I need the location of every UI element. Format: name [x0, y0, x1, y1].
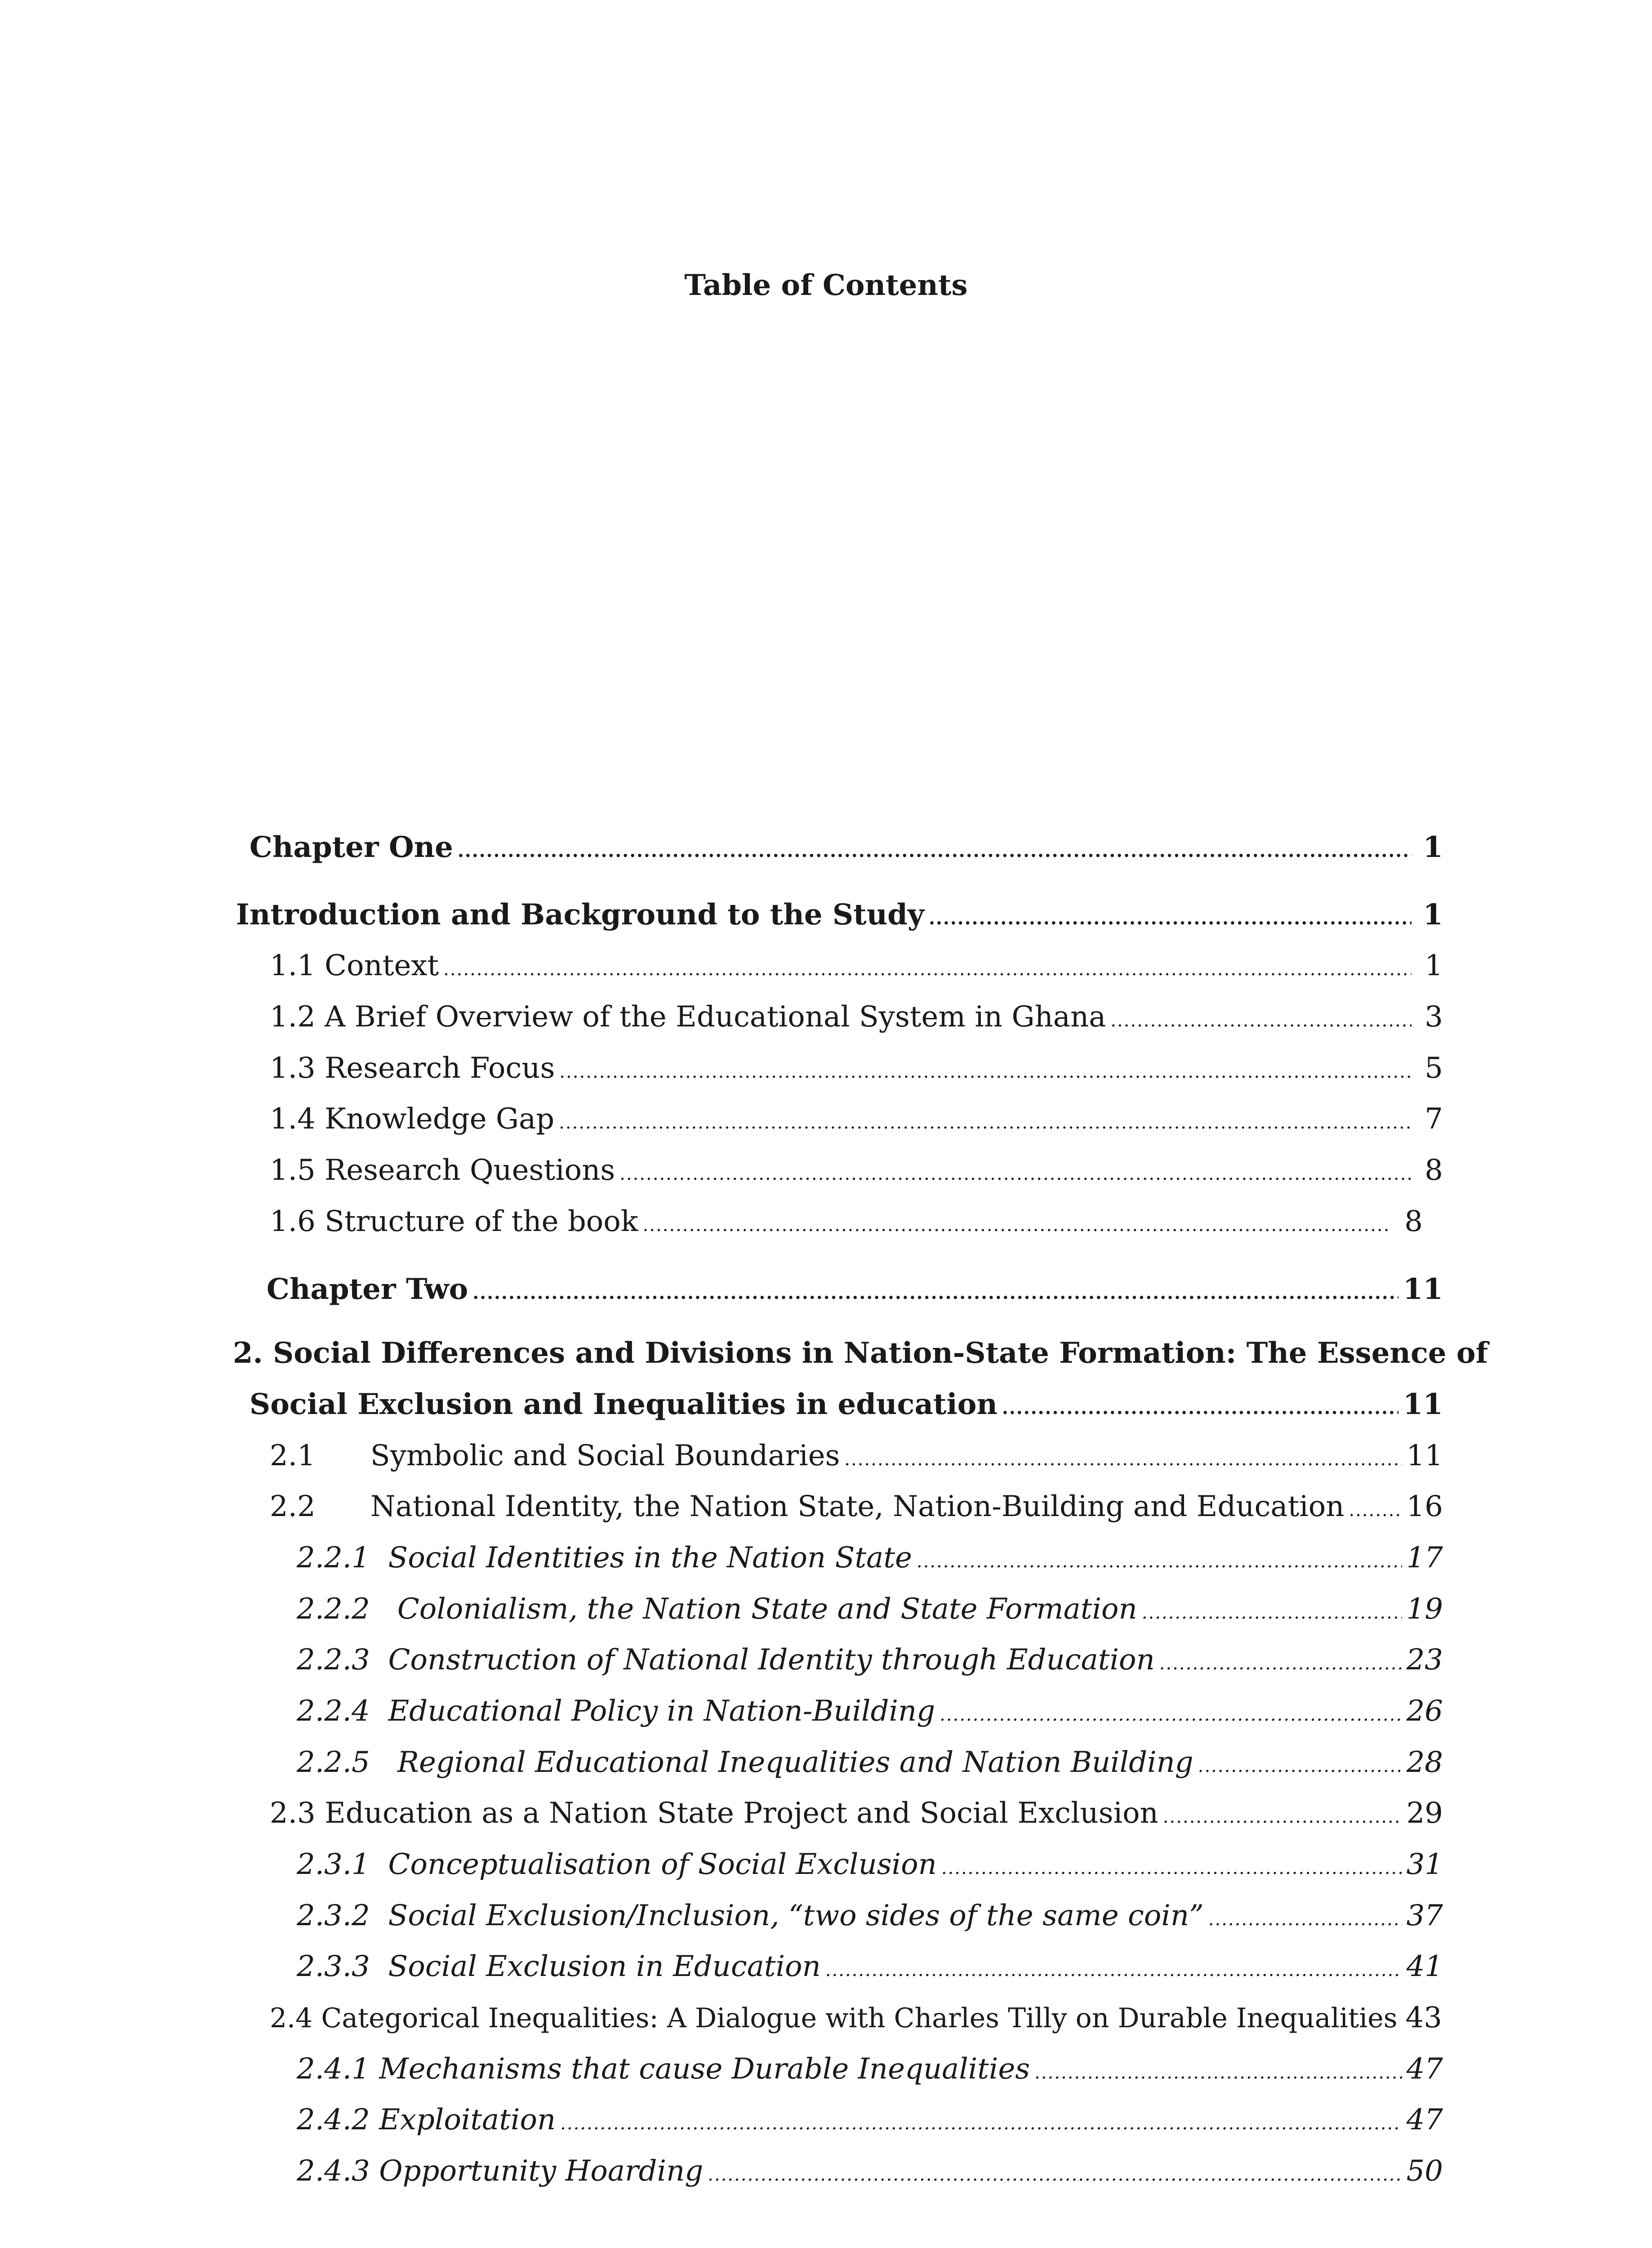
leader-dots: [1163, 1794, 1402, 1839]
leader-dots: [1110, 998, 1412, 1043]
leader-dots: [708, 2152, 1402, 2197]
toc-entry-page: 8: [1404, 1205, 1423, 1238]
leader-dots: [619, 1151, 1412, 1196]
leader-dots: [1159, 1641, 1402, 1686]
toc-entry-page: 19: [1406, 1592, 1443, 1626]
leader-dots: [1208, 1897, 1402, 1942]
toc-entry-chapter-2-heading-line1: 2. Social Differences and Divisions in Nation-State Formation: The Essence of: [233, 1336, 1488, 1370]
toc-entry-title: 2.2.5 Regional Educational Inequalities and Nation Building: [297, 1746, 1193, 1779]
leader-dots: [844, 1437, 1402, 1482]
leader-dots: [1349, 1488, 1402, 1533]
toc-entry-title: 1.5 Research Questions: [270, 1154, 615, 1187]
leader-dots: [559, 1049, 1412, 1094]
toc-entry-2-2: [270, 1484, 1443, 1529]
toc-entry-2-3-1: [297, 1842, 1443, 1887]
toc-entry-page: 1: [1423, 830, 1443, 864]
toc-entry-chapter-two: [267, 1267, 1443, 1312]
toc-entry-2-3-3: [297, 1944, 1443, 1989]
toc-entry-title: 1.1 Context: [270, 949, 439, 982]
leader-dots: [1198, 1744, 1402, 1789]
toc-entry-title: 1.3 Research Focus: [270, 1052, 555, 1085]
toc-entry-2-2-1: [297, 1535, 1443, 1580]
toc-entry-2-3-2: [297, 1893, 1443, 1938]
toc-entry-page: 11: [1403, 1272, 1443, 1306]
toc-entry-title: 2.3.2 Social Exclusion/Inclusion, “two sides of the same coin”: [297, 1899, 1204, 1932]
toc-entry-title: 1.6 Structure of the book: [270, 1205, 638, 1238]
toc-entry-title: Introduction and Background to the Study: [236, 898, 925, 932]
leader-dots: [458, 829, 1412, 874]
leader-dots: [443, 947, 1412, 992]
leader-dots: [643, 1203, 1391, 1248]
toc-entry-title: 2.4 Categorical Inequalities: A Dialogue with Charles Tilly on Durable Inequalities: [270, 2003, 1398, 2034]
toc-entry-2-4-1: [297, 2047, 1443, 2092]
toc-entry-2-3: [270, 1791, 1443, 1836]
toc-entry-page: 47: [1406, 2052, 1443, 2086]
toc-entry-chapter-2-heading-line2: [249, 1382, 1443, 1427]
toc-entry-page: 47: [1406, 2103, 1443, 2136]
toc-entry-title: 2.4.3 Opportunity Hoarding: [297, 2154, 704, 2188]
toc-entry-title: 1.2 A Brief Overview of the Educational System in Ghana: [270, 1000, 1106, 1034]
toc-entry-title: 1.4 Knowledge Gap: [270, 1102, 555, 1136]
toc-entry-title: 2.4.1 Mechanisms that cause Durable Inequalities: [297, 2052, 1030, 2086]
toc-entry-title: 2.2.2 Colonialism, the Nation State and State Formation: [297, 1592, 1137, 1626]
toc-entry-page: 1: [1425, 949, 1443, 982]
toc-entry-title: 2.4.2 Exploitation: [297, 2103, 556, 2136]
toc-entry-title: 2.2.3 Construction of National Identity through Education: [297, 1643, 1155, 1677]
toc-entry-title: 2.3 Education as a Nation State Project and Social Exclusion: [270, 1797, 1158, 1830]
toc-entry-page: 28: [1406, 1746, 1443, 1779]
toc-entry-2-2-2: [297, 1587, 1443, 1632]
toc-entry-2-2-4: [297, 1689, 1443, 1734]
toc-entry-title: 2.3.3 Social Exclusion in Education: [297, 1950, 821, 1983]
toc-entry-page: 3: [1425, 1000, 1443, 1034]
leader-dots: [1142, 1590, 1402, 1635]
toc-entry-page: 26: [1406, 1695, 1443, 1728]
leader-dots: [560, 2101, 1402, 2146]
toc-entry-page: 43: [1405, 2001, 1442, 2034]
toc-entry-2-1: [270, 1433, 1443, 1478]
page-title: Table of Contents: [684, 268, 968, 302]
toc-entry-title: 2.1 Symbolic and Social Boundaries: [270, 1439, 840, 1472]
toc-entry-2-2-5: [297, 1740, 1443, 1785]
toc-entry-page: 16: [1406, 1490, 1443, 1523]
toc-entry-1-1: [270, 943, 1443, 988]
toc-entry-page: 29: [1406, 1797, 1443, 1830]
toc-entry-page: 7: [1425, 1102, 1443, 1136]
toc-entry-1-3: [270, 1046, 1443, 1091]
leader-dots: [940, 1692, 1402, 1737]
toc-entry-title: 2.2 National Identity, the Nation State, Nation-Building and Education: [270, 1490, 1345, 1523]
toc-entry-page: 8: [1425, 1154, 1443, 1187]
leader-dots: [917, 1539, 1402, 1584]
toc-entry-title: Social Exclusion and Inequalities in education: [249, 1387, 997, 1421]
leader-dots: [825, 1948, 1402, 1993]
toc-entry-title: Chapter Two: [267, 1272, 468, 1306]
toc-entry-title: Chapter One: [249, 830, 453, 864]
toc-entry-2-4-3: [297, 2149, 1443, 2194]
leader-dots: [929, 896, 1412, 941]
toc-entry-1-5: [270, 1148, 1443, 1193]
leader-dots: [941, 1846, 1402, 1891]
toc-entry-page: 50: [1406, 2154, 1443, 2188]
toc-entry-page: 11: [1403, 1387, 1443, 1421]
leader-dots: [559, 1100, 1412, 1145]
toc-entry-page: 37: [1406, 1899, 1443, 1932]
toc-entry-chapter-one: [249, 825, 1443, 870]
leader-dots: [1002, 1386, 1398, 1431]
toc-entry-page: 11: [1406, 1439, 1443, 1472]
toc-entry-page: 23: [1406, 1643, 1443, 1677]
toc-entry-2-4: [270, 1995, 1443, 2040]
toc-entry-1-2: [270, 995, 1443, 1039]
toc-entry-2-2-3: [297, 1637, 1443, 1682]
toc-entry-title: 2.2.4 Educational Policy in Nation-Building: [297, 1695, 935, 1728]
leader-dots: [1034, 2050, 1402, 2095]
toc-entry-page: 41: [1406, 1950, 1443, 1983]
leader-dots: [472, 1271, 1398, 1316]
toc-entry-1-6: [270, 1199, 1423, 1244]
toc-entry-page: 17: [1406, 1541, 1443, 1574]
toc-entry-page: 31: [1406, 1848, 1443, 1881]
toc-entry-title: 2.2.1 Social Identities in the Nation State: [297, 1541, 912, 1574]
toc-entry-1-4: [270, 1097, 1443, 1142]
toc-entry-page: 1: [1423, 898, 1443, 932]
toc-entry-2-4-2: [297, 2097, 1443, 2142]
toc-entry-title: 2.3.1 Conceptualisation of Social Exclusion: [297, 1848, 937, 1881]
toc-entry-introduction: [236, 892, 1443, 937]
toc-entry-page: 5: [1425, 1052, 1443, 1085]
